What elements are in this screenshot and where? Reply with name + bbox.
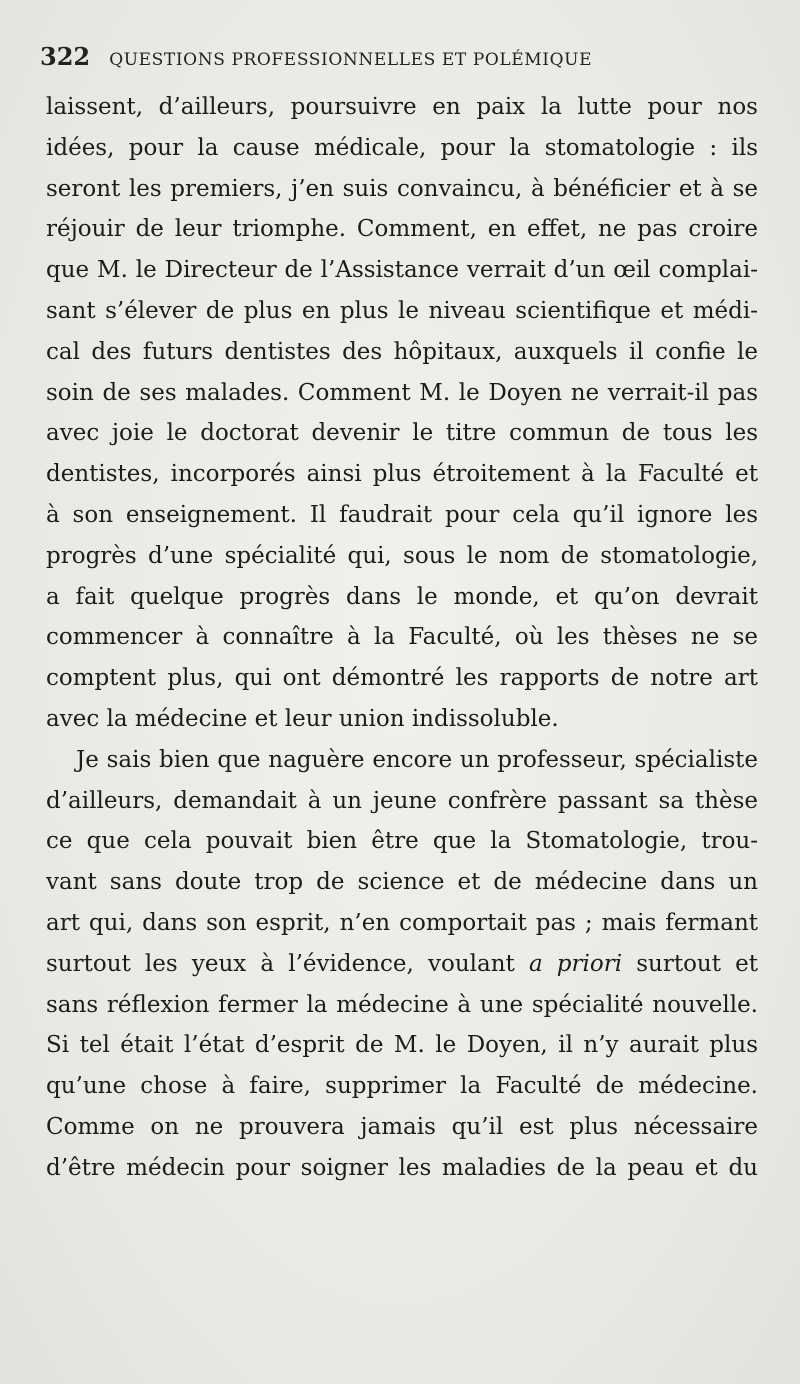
text-line: a fait quelque progrès dans le monde, et qu’on devrait [46,583,758,610]
text-line: comptent plus, qui ont démontré les rapports de notre art [46,665,758,692]
text-line: réjouir de leur triomphe. Comment, en effet, ne pas croire [46,216,758,243]
text-line: dentistes, incorporés ainsi plus étroitement à la Faculté et [46,461,758,488]
text-line: à son enseignement. Il faudrait pour cela qu’il ignore les [46,501,758,528]
italic-phrase: a priori [528,950,623,977]
text-line: idées, pour la cause médicale, pour la stomatologie : ils [46,134,758,161]
paragraph-2 [46,740,758,1189]
running-title: QUESTIONS PROFESSIONNELLES ET POLÉMIQUE [109,50,593,70]
text-line: ce que cela pouvait bien être que la Stomatologie, trou- [46,828,758,855]
body-text [46,87,758,1189]
text-line: avec la médecine et leur union indissoluble. [46,705,559,732]
text-line: progrès d’une spécialité qui, sous le nom de stomatologie, [46,542,758,569]
text-line: sans réflexion fermer la médecine à une spécialité nouvelle. [46,991,758,1018]
text-line: que M. le Directeur de l’Assistance verrait d’un œil complai- [46,257,758,284]
text-line: sant s’élever de plus en plus le niveau scientifique et médi- [46,297,758,324]
text-line: vant sans doute trop de science et de médecine dans un [46,869,758,896]
text-line: commencer à connaître à la Faculté, où les thèses ne se [46,624,758,651]
text-line: seront les premiers, j’en suis convaincu, à bénéficier et à se [46,175,758,202]
page-number: 322 [40,42,91,71]
text-segment: surtout et [622,950,758,977]
page-header [40,42,720,82]
text-line: avec joie le doctorat devenir le titre commun de tous les [46,420,758,447]
text-line: Je sais bien que naguère encore un professeur, spécialiste [76,746,758,773]
text-line: art qui, dans son esprit, n’en comportait pas ; mais fermant [46,909,758,936]
text-line: d’être médecin pour soigner les maladies de la peau et du [46,1154,758,1181]
text-line: laissent, d’ailleurs, poursuivre en paix la lutte pour nos [46,94,758,120]
text-line: Comme on ne prouvera jamais qu’il est plus nécessaire [46,1113,758,1140]
paragraph-1 [46,87,758,740]
text-line: cal des futurs dentistes des hôpitaux, auxquels il confie le [46,338,758,365]
text-line: d’ailleurs, demandait à un jeune confrère passant sa thèse [46,787,758,814]
text-line: Si tel était l’état d’esprit de M. le Doyen, il n’y aurait plus [46,1032,758,1059]
text-line: soin de ses malades. Comment M. le Doyen ne verrait-il pas [46,379,758,406]
text-segment: surtout les yeux à l’évidence, voulant [46,950,529,977]
text-line-with-italic [46,944,758,985]
text-line: qu’une chose à faire, supprimer la Faculté de médecine. [46,1073,758,1100]
